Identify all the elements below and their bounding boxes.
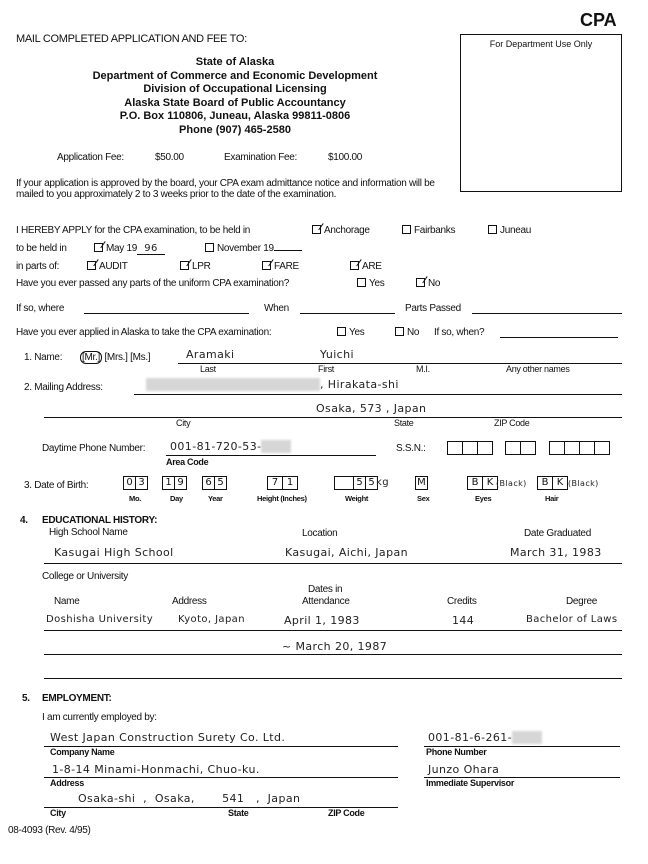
hs-name-label: High School Name: [49, 527, 128, 538]
day-label: Day: [170, 494, 183, 503]
date-label: November 19: [217, 243, 274, 254]
college-row2-underline[interactable]: [44, 654, 622, 655]
location-anchorage[interactable]: [312, 225, 370, 236]
address-line: State of Alaska: [195, 56, 275, 68]
passed-yes[interactable]: [357, 278, 384, 289]
checkbox[interactable]: [337, 327, 346, 336]
applied-no[interactable]: [395, 327, 419, 338]
birth-year[interactable]: [203, 476, 227, 490]
title-options[interactable]: [80, 352, 150, 363]
supervisor-value[interactable]: Junzo Ohara: [428, 763, 500, 776]
title-ms[interactable]: [Ms.]: [130, 352, 151, 363]
dates-in-label: Dates in: [308, 584, 343, 595]
area-code-label: Area Code: [166, 457, 209, 467]
digit-box[interactable]: 9: [174, 476, 187, 490]
digit-box[interactable]: 1: [282, 476, 298, 490]
digit-box[interactable]: 5: [214, 476, 227, 490]
mailing-line1[interactable]: [146, 378, 399, 391]
digit-box[interactable]: B: [537, 476, 553, 490]
option-label: Yes: [369, 278, 385, 289]
first-label: First: [318, 364, 334, 374]
date-november[interactable]: [205, 243, 302, 254]
location-fairbanks[interactable]: [402, 225, 455, 236]
hs-name-value[interactable]: Kasugai High School: [54, 546, 174, 559]
ssn-digit-box[interactable]: [520, 441, 536, 455]
checkbox[interactable]: [488, 225, 497, 234]
col-name: Name: [54, 596, 80, 607]
digit-box[interactable]: 3: [135, 476, 148, 490]
title-mrs[interactable]: [Mrs.]: [104, 352, 128, 363]
ssn-digit-box[interactable]: [549, 441, 565, 455]
employment-intro: I am currently employed by:: [42, 712, 157, 723]
footer-form-code: 08-4093 (Rev. 4/95): [8, 825, 91, 836]
part-lpr[interactable]: [180, 261, 211, 272]
digit-box[interactable]: 1: [162, 476, 175, 490]
employer-phone-label: Phone Number: [426, 747, 487, 757]
department-use-box: [460, 34, 622, 192]
birth-label: 3. Date of Birth:: [24, 480, 89, 491]
applied-yes[interactable]: [337, 327, 364, 338]
date-may[interactable]: [94, 243, 165, 255]
redacted-text: [261, 440, 291, 453]
option-label: Yes: [349, 327, 365, 338]
address-line: Division of Occupational Licensing: [143, 83, 327, 95]
employer-city-label: City: [50, 808, 66, 818]
year-blank[interactable]: [274, 250, 302, 251]
address-line: Department of Commerce and Economic Development: [92, 69, 378, 82]
where-label: If so, where: [16, 303, 65, 314]
state-label: State: [394, 418, 414, 428]
employer-address-underline: [44, 777, 398, 778]
eyes-note: (Black): [496, 479, 527, 488]
passed-question: Have you ever passed any parts of the uniform CPA examination?: [16, 278, 290, 289]
height-boxes[interactable]: [268, 476, 298, 490]
ssn-group-3[interactable]: [550, 441, 610, 455]
year-label: Year: [208, 494, 223, 503]
mail-header: MAIL COMPLETED APPLICATION AND FEE TO:: [16, 33, 247, 45]
education-heading: EDUCATIONAL HISTORY:: [42, 515, 158, 526]
last-name-value[interactable]: Aramaki: [186, 348, 235, 361]
college-row3-underline[interactable]: [44, 678, 622, 679]
college-dates-start[interactable]: April 1, 1983: [284, 614, 360, 627]
checkbox[interactable]: [395, 327, 404, 336]
applied-when-field[interactable]: [500, 337, 618, 338]
part-are[interactable]: [350, 261, 382, 272]
parts-label: in parts of:: [16, 261, 60, 272]
year-value[interactable]: 96: [137, 243, 165, 255]
digit-box[interactable]: 0: [123, 476, 136, 490]
employer-phone-visible: 001-81-6-261-: [428, 731, 513, 744]
college-dates-end[interactable]: ~ March 20, 1987: [282, 640, 388, 653]
form-code: CPA: [580, 10, 617, 30]
ssn-label: S.S.N.:: [396, 443, 426, 454]
digit-box[interactable]: 5: [365, 476, 378, 490]
ssn-group-1[interactable]: [448, 441, 493, 455]
sex-label: Sex: [417, 494, 430, 503]
digit-box[interactable]: K: [482, 476, 498, 490]
col-credits: Credits: [447, 596, 477, 607]
city-label: City: [176, 418, 191, 428]
employment-number: 5.: [22, 693, 30, 704]
company-value[interactable]: West Japan Construction Surety Co. Ltd.: [50, 731, 286, 744]
college-row1-underline: [44, 630, 622, 631]
checkbox[interactable]: [402, 225, 411, 234]
option-label: No: [407, 327, 420, 338]
department-use-label: For Department Use Only: [489, 39, 593, 49]
employer-phone-value[interactable]: [428, 731, 542, 744]
weight-unit: kg: [376, 477, 389, 488]
ssn-digit-box[interactable]: [505, 441, 521, 455]
phone-label: Daytime Phone Number:: [42, 443, 146, 454]
title-mr-selected[interactable]: [Mr.]: [82, 352, 100, 363]
mailing-line2[interactable]: Osaka, 573 , Japan: [316, 402, 427, 415]
weight-boxes[interactable]: [335, 476, 378, 490]
employer-address-label: Address: [50, 778, 84, 788]
supervisor-label: Immediate Supervisor: [426, 778, 515, 788]
digit-box[interactable]: K: [552, 476, 568, 490]
apply-label: I HEREBY APPLY for the CPA examination, to be held in: [16, 225, 251, 236]
redacted-text: [512, 731, 542, 744]
last-label: Last: [200, 364, 216, 374]
application-fee-label: Application Fee:: [57, 152, 124, 163]
applied-when-label: If so, when?: [434, 327, 485, 338]
checkbox-checked[interactable]: [312, 225, 321, 234]
date-label: May 19: [106, 243, 137, 254]
part-label: AUDIT: [99, 261, 128, 272]
where-field[interactable]: [84, 313, 249, 314]
other-names-label: Any other names: [506, 364, 570, 374]
hair-boxes[interactable]: [538, 476, 568, 490]
part-fare[interactable]: [262, 261, 299, 272]
location-juneau[interactable]: [488, 225, 531, 236]
employer-city-value[interactable]: Osaka-shi , Osaka, 541 , Japan: [78, 792, 301, 805]
when-label: When: [264, 303, 289, 314]
mailing-line1-underline: [134, 394, 622, 395]
checkbox-checked[interactable]: [87, 261, 96, 270]
exam-fee-value: $100.00: [328, 152, 363, 163]
hair-note: (Black): [568, 479, 599, 488]
part-label: FARE: [274, 261, 299, 272]
option-label: No: [428, 278, 441, 289]
weight-label: Weight: [345, 494, 369, 503]
checkbox-checked[interactable]: [180, 261, 189, 270]
employer-state-label: State: [228, 808, 249, 818]
college-label: College or University: [42, 571, 128, 582]
col-degree: Degree: [566, 596, 597, 607]
address-line: Phone (907) 465-2580: [179, 123, 291, 136]
education-number: 4.: [20, 515, 28, 526]
phone-visible: 001-81-720-53-: [170, 440, 262, 453]
parts-passed-field[interactable]: [472, 313, 622, 314]
company-label: Company Name: [50, 747, 115, 757]
redacted-text: [146, 378, 320, 391]
passed-no[interactable]: [416, 278, 440, 289]
digit-box[interactable]: [334, 476, 354, 490]
col-attendance: Attendance: [302, 596, 350, 607]
checkbox[interactable]: [357, 278, 366, 287]
ssn-group-2[interactable]: [506, 441, 536, 455]
mailing-line1-visible: , Hirakata-shi: [319, 378, 399, 391]
mailing-line2-underline: [44, 417, 622, 418]
ssn-digit-box[interactable]: [564, 441, 580, 455]
mi-label: M.I.: [416, 364, 430, 374]
hs-location-value[interactable]: Kasugai, Aichi, Japan: [285, 546, 408, 559]
eyes-boxes[interactable]: [468, 476, 498, 490]
birth-day[interactable]: [163, 476, 187, 490]
employer-address-value[interactable]: 1-8-14 Minami-Honmachi, Chuo-ku.: [52, 763, 260, 776]
height-label: Height (Inches): [257, 494, 307, 503]
sex-box[interactable]: [416, 476, 428, 490]
checkbox[interactable]: [205, 243, 214, 252]
ssn-digit-box[interactable]: [462, 441, 478, 455]
when-field[interactable]: [300, 313, 395, 314]
address-line: P.O. Box 110806, Juneau, Alaska 99811-0806: [119, 110, 351, 122]
parts-passed-label: Parts Passed: [405, 303, 461, 314]
part-audit[interactable]: [87, 261, 128, 272]
checkbox-checked[interactable]: [262, 261, 271, 270]
digit-box[interactable]: 7: [267, 476, 283, 490]
held-in-label: to be held in: [16, 243, 67, 254]
digit-box[interactable]: M: [415, 476, 428, 490]
hs-date-value[interactable]: March 31, 1983: [510, 546, 602, 559]
college-address-value[interactable]: Kyoto, Japan: [178, 614, 245, 625]
exam-fee-label: Examination Fee:: [224, 152, 298, 163]
birth-month[interactable]: [124, 476, 148, 490]
hs-location-label: Location: [302, 528, 338, 539]
employer-zip-label: ZIP Code: [328, 808, 365, 818]
notice-text: If your application is approved by the board, your CPA exam admittance notice and information will be mailed to you approximately 2 to 3 weeks prior to the date of the examination.: [16, 178, 435, 200]
phone-value[interactable]: [170, 440, 291, 453]
ssn-digit-box[interactable]: [477, 441, 493, 455]
college-credits-value[interactable]: 144: [452, 614, 475, 627]
hair-label: Hair: [545, 494, 559, 503]
mailing-address-block: [40, 56, 430, 137]
part-label: LPR: [192, 261, 211, 272]
applied-question: Have you ever applied in Alaska to take the CPA examination:: [16, 327, 272, 338]
month-label: Mo.: [129, 494, 142, 503]
first-name-value[interactable]: Yuichi: [320, 348, 354, 361]
checkbox-checked[interactable]: [416, 278, 425, 287]
location-label: Juneau: [500, 225, 532, 236]
ssn-digit-box[interactable]: [594, 441, 610, 455]
location-label: Anchorage: [324, 225, 370, 236]
ssn-digit-box[interactable]: [447, 441, 463, 455]
part-label: ARE: [362, 261, 382, 272]
digit-box[interactable]: 5: [353, 476, 366, 490]
digit-box[interactable]: B: [467, 476, 483, 490]
ssn-digit-box[interactable]: [579, 441, 595, 455]
col-address: Address: [172, 596, 207, 607]
employment-heading: EMPLOYMENT:: [42, 693, 112, 704]
eyes-label: Eyes: [475, 494, 492, 503]
checkbox-checked[interactable]: [94, 243, 103, 252]
hs-date-label: Date Graduated: [524, 528, 591, 539]
college-name-value[interactable]: Doshisha University: [46, 614, 154, 625]
application-fee-value: $50.00: [155, 152, 184, 163]
name-label: 1. Name:: [24, 352, 63, 363]
college-degree-value[interactable]: Bachelor of Laws: [526, 614, 618, 625]
zip-label: ZIP Code: [494, 418, 530, 428]
phone-underline: [166, 455, 376, 456]
digit-box[interactable]: 6: [202, 476, 215, 490]
address-line: Alaska State Board of Public Accountancy: [124, 96, 346, 109]
checkbox-checked[interactable]: [350, 261, 359, 270]
mailing-label: 2. Mailing Address:: [24, 382, 103, 393]
hs-underline: [44, 563, 622, 564]
location-label: Fairbanks: [414, 225, 456, 236]
